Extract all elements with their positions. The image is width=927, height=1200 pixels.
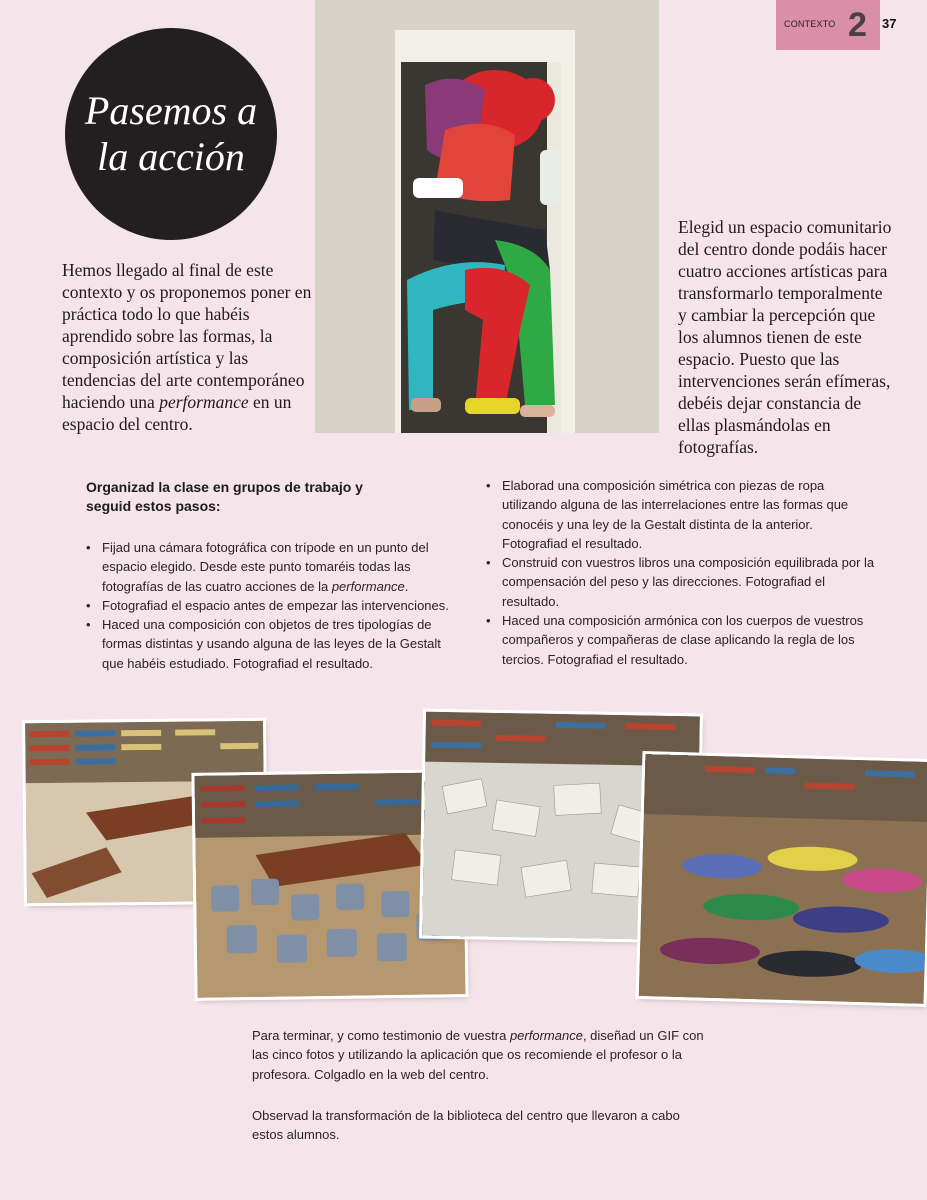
intro-paragraph-right: Elegid un espacio comunitario del centro donde podáis hacer cuatro acciones artísticas para transformarlo temporalmente y cambiar la percepción que los alumnos tienen de este espacio. Puesto que las intervenciones serán efímeras, debéis dejar constancia de ellas plasmándolas en fotografías. — [678, 217, 892, 457]
steps-heading: Organizad la clase en grupos de trabajo y seguid estos pasos: — [86, 479, 363, 514]
step-item: • Haced una composición con objetos de tres tipologías de formas distintas y usando alguna de las leyes de la Gestalt que habéis estudiado. Fotografiad el resultado. — [86, 615, 466, 673]
closing-emphasis: performance — [509, 1028, 583, 1043]
library-students-illustration — [639, 754, 927, 1004]
hero-illustration — [315, 0, 659, 433]
step-item — [86, 538, 466, 596]
section-number: 2 — [848, 6, 867, 44]
page-title: Pasemos a la acción — [84, 88, 258, 179]
closing-text-end: , diseñad un GIF con las cinco fotos y utilizando la aplicación que os recomiende el profesor o la profesora. Colgadlo en la web del centro. — [252, 1028, 704, 1082]
step-item: • Haced una composición armónica con los cuerpos de vuestros compañeros y compañeras de clase aplicando la regla de los tercios. Fotografiad el resultado. — [486, 611, 876, 669]
intro-left-emphasis: performance — [159, 392, 249, 412]
intro-left-text-end: en un espacio del centro. — [62, 392, 292, 434]
page-number: 37 — [882, 16, 897, 31]
intro-left-text: Hemos llegado al final de este contexto y os proponemos poner en práctica todo lo que habéis aprendido sobre las formas, la composición artística y las tendencias del arte contemporáneo haciendo una — [62, 260, 312, 412]
step-1-text: Fijad una cámara fotográfica con trípode en un punto del espacio elegido. Desde este punto tomaréis todas las fotografías de las cuatro acciones de la — [102, 540, 429, 594]
closing-paragraph-observe: Observad la transformación de la biblioteca del centro que llevaron a cabo estos alumnos. — [252, 1108, 680, 1143]
steps-list-left — [86, 538, 466, 673]
section-tab — [776, 0, 927, 50]
steps-list-right — [486, 476, 876, 669]
intro-paragraph-left — [62, 259, 312, 435]
title-circle — [65, 28, 277, 240]
library-photo-students-lying — [639, 754, 927, 1004]
closing-paragraph — [252, 1026, 712, 1084]
step-1-emphasis: performance — [331, 578, 405, 594]
hero-photo-doorway-performance — [315, 0, 659, 433]
step-item: • Fotografiad el espacio antes de empezar las intervenciones. — [86, 596, 466, 615]
section-label: CONTEXTO — [784, 19, 836, 29]
closing-text: Para terminar, y como testimonio de vuestra — [252, 1028, 510, 1043]
step-item: • Construid con vuestros libros una composición equilibrada por la compensación del peso y las direcciones. Fotografiad el resultado. — [486, 553, 876, 611]
step-1-text-end: . — [404, 578, 409, 594]
step-item: • Elaborad una composición simétrica con piezas de ropa utilizando alguna de las interrelaciones entre las formas que conocéis y una ley de la Gestalt distinta de la anterior. Fotografiad el resultado. — [486, 476, 876, 553]
